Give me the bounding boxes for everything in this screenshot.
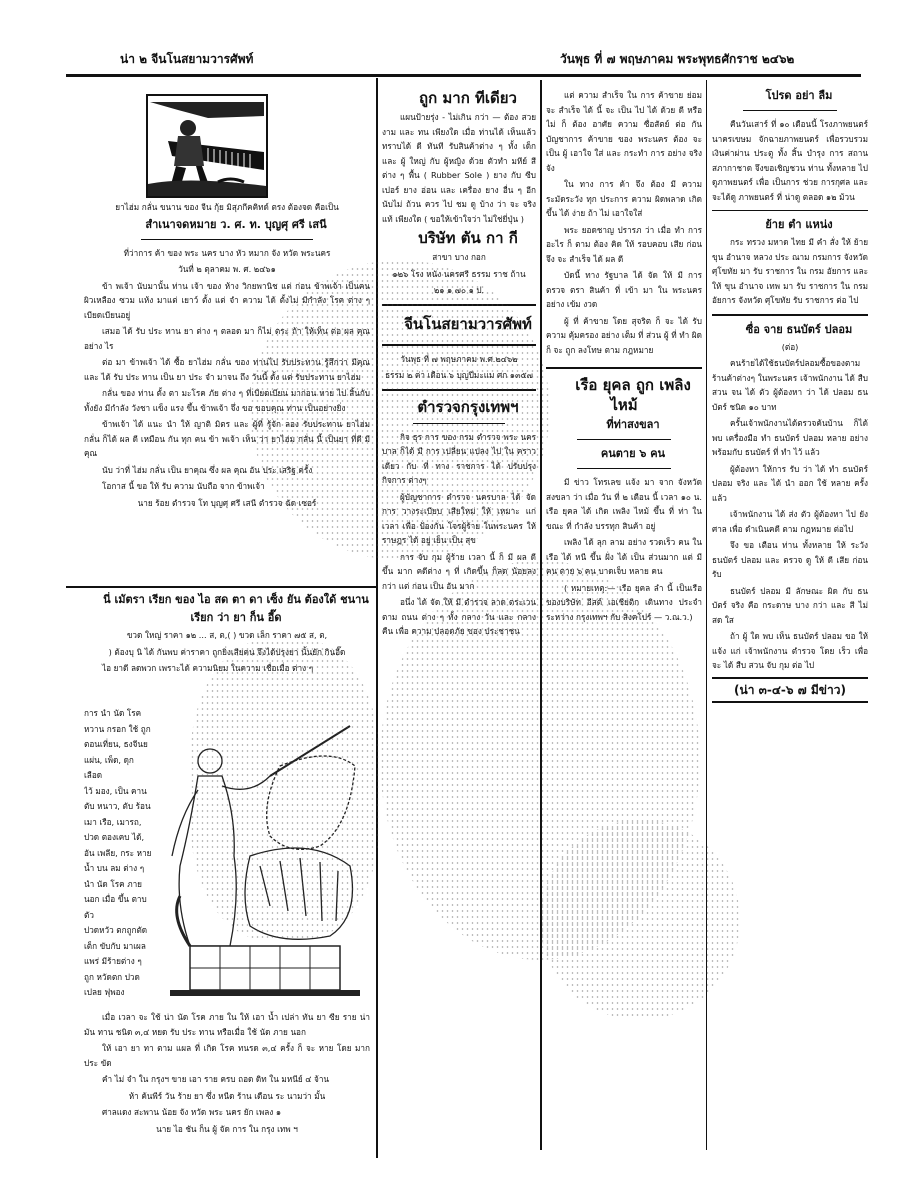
medicine-ad-subtitle: เรียก ว่า ยา ก็น อี๊ด bbox=[190, 611, 282, 624]
figure-and-tiger-icon bbox=[150, 706, 370, 1006]
letter-paragraph: นับ ว่าที่ ไฮ่ม กลั่น เป็น ยาคุณ ซึ่ง ผล คุณ อัน ประ เสริฐ ครั้ง bbox=[102, 464, 313, 475]
letter-paragraph: ข้าพเจ้า ได้ แนะ นำ ให้ ญาติ มิตร และ ผู้ที่ รู้จัก ลอง รับประทาน ยาไฮ่ม กลั่น ก็ได้ ผล ดี เหมือน กัน ทุก คน ข้า พเจ้า เห็น ว่า ยาไฮ่ม กลั่น นี้ เป็นยา ที่ดี มี คุณ bbox=[84, 419, 370, 458]
divider bbox=[141, 239, 313, 240]
divider bbox=[577, 439, 671, 440]
column-3 bbox=[546, 88, 702, 1148]
usage-paragraph: ห้า ค้นพีร์ วัน ร้าย ยา ซึ่ง หนีด ร้าน เดือน ระ นามว่า มั้น bbox=[128, 1090, 326, 1101]
column-1-top bbox=[84, 200, 370, 580]
ailment-list bbox=[84, 706, 154, 1006]
article-paragraph: ผู้ ที่ ค้าขาย โดย สุจริต ก็ จะ ได้ รับ ความ คุ้มครอง อย่าง เต็ม ที่ ส่วน ผู้ ที่ ทำ ผิด ก็ จะ ถูก ลงโทษ ตาม กฎหมาย bbox=[546, 315, 702, 355]
divider bbox=[413, 423, 505, 424]
column-rule-2 bbox=[540, 80, 542, 1150]
ailment-item: เมา เรือ, เมารถ, bbox=[84, 816, 142, 827]
ailment-item: น้ำ บน ลม ต่าง ๆ bbox=[84, 863, 145, 873]
ailment-item: เปลย ฟุพอง bbox=[84, 987, 125, 997]
ailment-item: เต็ก ขับกับ มาเผล bbox=[84, 940, 146, 951]
section-divider bbox=[66, 586, 376, 588]
letter-paragraph: ต่อ มา ข้าพเจ้า ได้ ซื้อ ยาไฮ่ม กลั่น ของ ท่านไป รับประทาน รู้สึกว่า มีคุณ และ ได้ รับ ประ ทาน เป็น ยา ประ จำ มาจน ถึง วันนี้ ตั้ง แต่ รับประทาน ยาไฮ่ม bbox=[84, 357, 370, 382]
usage-paragraph: เมื่อ เวลา จะ ใช้ น่า นัด โรค ภาย ใน ให้ เอา น้ำ เปล่า ทัน ยา ซีย ราย น่า มัน ทาน ชนิด ๓,๔ หยด รับ ประ ทาน หรือเมื่อ ใช้ นัด ภาย นอก bbox=[84, 1012, 370, 1037]
police-paragraph: กิจ ธุร การ ของ กรม ตำรวจ พระ นคร บาล ก็ได้ มี การ เปลี่ยน แปลง ไป ใน คราว เดียว กับ ที่ ทาง ราชการ ได้ ปรับปรุง กิจการ ต่างๆ bbox=[382, 431, 536, 485]
police-section-title: ตำรวจกรุงเทพฯ bbox=[417, 397, 519, 416]
divider bbox=[712, 314, 868, 316]
counterfeit-paragraph: จึง ขอ เตือน ท่าน ทั้งหลาย ให้ ระวัง ธนบัตร์ ปลอม และ ตรวจ ดู ให้ ดี เสีย ก่อน รับ bbox=[712, 540, 868, 579]
column-1-ad bbox=[84, 592, 370, 702]
fire-news-casualties: คนตาย ๖ คน bbox=[600, 447, 666, 460]
column-4 bbox=[712, 88, 868, 1148]
medicine-prices: ขวด ใหญ่ ราคา ๑๒ ... ส, ต,( ) ขวด เล็ก ราคา ๗๕ ส, ต, bbox=[126, 630, 328, 640]
fire-news-location: ที่ท่าสงขลา bbox=[606, 418, 660, 431]
article-paragraph: ใน ทาง การ ค้า จึง ต้อง มี ความ ระมัดระวัง ทุก ประการ ความ ผิดพลาด เกิด ขึ้น ได้ ง่าย ถ้า ไม่ เอาใจใส่ bbox=[546, 179, 702, 218]
counterfeit-paragraph: เจ้าพนักงาน ได้ ส่ง ตัว ผู้ต้องหา ไป ยัง ศาล เพื่อ ดำเนินคดี ตาม กฎหมาย ต่อไป bbox=[712, 509, 868, 534]
cannon-woodcut-illustration bbox=[146, 94, 268, 198]
column-2 bbox=[382, 88, 536, 1148]
newspaper-masthead: จีนโนสยามวารศัพท์ bbox=[404, 314, 532, 333]
ailment-item: แพร่ มีร้ายต่าง ๆ bbox=[84, 956, 142, 966]
medicine-ad-intro: ไอ ยาดี ลดพวก เพราะได้ ความนิยม ในความ เชื่อเมื่อ ต่าง ๆ bbox=[102, 663, 314, 673]
ailment-item: การ นำ นัด โรค bbox=[84, 708, 142, 718]
rubber-ad-body: แผนป้ายรุ่ง - ไม่เกิน กว่า — ต้อง สวย งาม และ ทน เพียงใด เมื่อ ท่านได้ เห็นแล้วทราบได้ ดี ทันที รับสินค้าต่าง ๆ ทั้ง เด็ก และ ผู้ ใหญ่ กับ ผู้หญิง ด้วย ตัวทำ มหีย์ สีต่าง ๆ พื้น ( Rubber Sole ) ยาง กับ ซีบเปอร์ ยาง อ่อน และ เครื่อง ยาง อื่น ๆ อีก นับไม่ ถ้วน ควร ไป ชม ดู บ้าง ว่า จะ จริง แท้ เพียงใด ( ขอให้เข้าใจว่า ไม่ใช่ยี่ปุ่น ) bbox=[382, 112, 536, 224]
rubber-ad-title: ถูก มาก ทีเดียว bbox=[419, 89, 517, 107]
counterfeit-paragraph: ครั้นเจ้าพนักงานได้ตรวจค้นบ้าน ก็ได้ พบ เครื่องมือ ทำ ธนบัตร์ ปลอม หลาย อย่าง พร้อมกับ ธนบัตร์ ที่ ทำ ไว้ แล้ว bbox=[712, 418, 868, 457]
medicine-prices-note: ) ต้องบุ นิ ได้ กันพบ ค่าราคา ถูกยิ่งเสียคน จึงได้ปรุงยา นั้นยัก กินอี๊ด bbox=[108, 646, 346, 657]
continued-label: (ต่อ) bbox=[781, 341, 799, 352]
ad-intro-text: ยาไฮ่ม กลั่น ขนาน ของ จีน กุ้ย มิสุภกีคคิทด์ ตรง ต้องจด คือเป็น bbox=[115, 202, 339, 212]
counterfeit-title: ซื่อ จาย ธนบัตร์ ปลอม bbox=[745, 322, 853, 336]
fire-news-note: ( หมายเหตุ:— เรือ ยุคล ลำ นี้ เป็นเรือ ของบริษัท อีสต์ เอเชียติก เดินทาง ประจำ ระหว่าง กรุงเทพฯ กับ สิงคโปร์ — ว.ณ.ว.) bbox=[546, 582, 702, 622]
ailment-item: อัน เพลีย, กระ หาย bbox=[84, 847, 152, 858]
ailment-item: ปวดหวัว ตกถูกตัด bbox=[84, 925, 148, 935]
company-branch: สาขา บาง กอก bbox=[432, 252, 486, 262]
police-paragraph: ผู้บัญชาการ ตำรวจ นครบาล ได้ จัด การ วางระเบียบ เสียใหม่ ให้ เหมาะ แก่ เวลา เพื่อ ป้องกัน โจรผู้ร้าย ในพระนคร ให้ ราษฎร ได้ อยู่ เย็น เป็น สุข bbox=[382, 491, 536, 545]
transfer-title: ย้าย ตำ แหน่ง bbox=[765, 218, 833, 231]
letter-signature: นาย ร้อย ตำรวจ โท บุญศุ ศรี เสนี ตำรวจ ฉัด เซอร์ bbox=[137, 497, 317, 508]
divider bbox=[577, 468, 671, 469]
copy-letter-title: สำเนาจดหมาย ว. ศ. ท. บุญศุ ศรี เสนี bbox=[145, 217, 327, 231]
medicine-ad-title: นี่ เมัตรา เรียก ของ ไอ สด ตา ดา เซ็ง ยัน ต้องใด้ ชนาน bbox=[103, 593, 369, 606]
ailment-item: นอก เมื่อ ขึ้น ตาบตัว bbox=[84, 894, 147, 920]
divider bbox=[743, 110, 837, 111]
company-name: บริษัท ตัน กา กี bbox=[418, 229, 518, 247]
ailment-item: ไว้ มอง, เป็น คาน bbox=[84, 785, 147, 796]
police-paragraph: การ จับ กุม ผู้ร้าย เวลา นี้ ก็ มี ผล ดี ขึ้น มาก คดีต่าง ๆ ที่ เกิดขึ้น ก็ลด น้อยลง กว่า แต่ ก่อน เป็น อัน มาก bbox=[382, 551, 536, 591]
letter-paragraph: เสมอ ได้ รับ ประ ทาน ยา ต่าง ๆ ตลอด มา ก็ไม่ ตระ ถ้า ให้เห็น ต่อ ผล คุณ อย่าง ไร bbox=[84, 326, 370, 351]
usage-paragraph: คำ ไม่ จำ ใน กรุงฯ ขาย เอา ราย ครบ ถอด ดิท ใน มหนีย์ ๔ จ้าน bbox=[102, 1074, 330, 1084]
counterfeit-paragraph: ธนบัตร์ ปลอม มี ลักษณะ ผิด กับ ธนบัตร์ จริง คือ กระดาษ บาง กว่า และ สี ไม่ สด ใส bbox=[712, 585, 868, 625]
ailment-item: ถูก หวัดตก ปวด bbox=[84, 971, 140, 982]
article-paragraph: แต่ ความ สำเร็จ ใน การ ค้าขาย ย่อม จะ สำเร็จ ได้ นี้ จะ เป็น ไป ได้ ด้วย ดี หรือ ไม่ ก็ ต้อง อาศัย ความ ซื่อสัตย์ ต่อ กัน บัญชาการ ค้าขาย ของ พระนคร ต้อง จะ เป็น ผู้ เอาใจ ใส่ และ กระทำ การ อย่าง จริง จัง bbox=[546, 90, 702, 173]
ailment-item: ตอนเที่ยน, ธงจีนย bbox=[84, 739, 148, 749]
article-paragraph: บัดนี้ ทาง รัฐบาล ได้ จัด ให้ มี การ ตรวจ ตรา สินค้า ที่ เข้า มา ใน พระนคร อย่าง เข้ม งวด bbox=[546, 270, 702, 309]
letter-paragraph: ข้า พเจ้า นับมานั้น ท่าน เจ้า ของ ห้าง วิกยพานิช แต่ ก่อน ข้าพเจ้า เป็นคน ผิวเหลือง ซวม แห้ง มาแต่ เยาว์ ตั้ง แต่ จำ ความ ได้ ตั้งไม่ มีกำลัง โรค ต่าง ๆ เบียดเบียนอยู่ bbox=[84, 280, 370, 320]
fire-news-paragraph: มี ข่าว โทรเลข แจ้ง มา จาก จังหวัด สงขลา ว่า เมื่อ วัน ที่ ๒ เดือน นี้ เวลา ๑๐ น. เรือ ยุคล ได้ เกิด เพลิง ไหม้ ขึ้น ที่ ท่า ใน ขณะ ที่ กำลัง บรรทุก สินค้า อยู่ bbox=[546, 477, 702, 531]
letter-paragraph: โอกาส นี้ ขอ ให้ รับ ความ นับถือ จาก ข้าพเจ้า bbox=[102, 481, 265, 491]
ailment-item: นำ นัด โรค ภาย bbox=[84, 878, 142, 889]
masthead-box bbox=[382, 304, 536, 346]
agent-signature: นาย ไอ ชัน ก็น ผู้ จัด การ ใน กรุง เทพ ฯ bbox=[156, 1123, 298, 1134]
letter-address: ที่ว่าการ ค้า ของ พระ นคร บาง หัว หมาก จัง หวัด พระนคร bbox=[123, 247, 331, 258]
counterfeit-paragraph: ถ้า ผู้ ใด พบ เห็น ธนบัตร์ ปลอม ขอ ให้ แจ้ง แก่ เจ้าพนักงาน ตำรวจ โดย เร็ว เพื่อ จะ ได้ สืบ สวน จับ กุม ต่อ ไป bbox=[712, 631, 868, 670]
reminder-body: คืนวันเสาร์ ที่ ๑๐ เดือนนี้ โรงภาพยนตร์ นาครเขษม จักฉายภาพยนตร์ เพื่อรวบรวม เงินค่าผ่าน ประตู ทั้ง สิ้น บำรุง การ สถาน สภากาชาด จึงขอเชิญชวน ท่าน ทั้งหลาย ไป ดูภาพยนตร์ เพื่อ เป็นการ ช่วย การกุศล และ จะได้ดู ภาพยนตร์ ที่ น่าดู ตลอด ๑๒ ม้วน bbox=[712, 119, 868, 202]
fire-news-paragraph: เพลิง ได้ ลุก ลาม อย่าง รวดเร็ว คน ใน เรือ ได้ หนี ขึ้น ฝั่ง ได้ เป็น ส่วนมาก แต่ มี คน ตาย ๖ คน บาดเจ็บ หลาย คน bbox=[546, 537, 702, 576]
ailment-item: แผ่น, เพ็ด, ดุก เลือด bbox=[84, 754, 134, 780]
issue-date: วันพุธ ที่ ๗ พฤษภาคม พ.ศ.๒๔๖๒ bbox=[400, 353, 518, 364]
reminder-title: โปรด อย่า ลืม bbox=[765, 89, 833, 102]
usage-paragraph: ศาลแดง สะพาน น้อย จัง หวัด พระ นคร ยัก เพลง ๑ bbox=[102, 1107, 282, 1117]
divider bbox=[546, 367, 702, 369]
counterfeit-paragraph: คนร้ายได้ใช้ธนบัตร์ปลอมซื้อของตามร้านค้าต่างๆ ในพระนคร เจ้าพนักงาน ได้ สืบ สวน จน ได้ ตัว ผู้ต้องหา ว่า ได้ ปลอม ธนบัตร์ ชนิด ๑๐ บาท bbox=[712, 358, 868, 412]
counterfeit-paragraph: ผู้ต้องหา ให้การ รับ ว่า ได้ ทำ ธนบัตร์ ปลอม จริง และ ได้ นำ ออก ใช้ หลาย ครั้ง แล้ว bbox=[712, 463, 868, 503]
ailment-item: ปวด ตองเคบ ได้, bbox=[84, 832, 145, 842]
column-rule-1 bbox=[376, 78, 378, 1158]
ailment-item: หวาน กรอก ใช้ ถูก bbox=[84, 723, 151, 734]
page-continuation-ref: (น่า ๓-๔-๖ ๗ มีข่าว) bbox=[712, 677, 868, 704]
ailment-item: ตับ หนาว, ตับ ร้อน bbox=[84, 801, 151, 811]
fire-news-headline: เรือ ยุคล ถูก เพลิง ไหม้ bbox=[575, 376, 691, 414]
divider bbox=[712, 210, 868, 211]
transfer-body: กระ ทรวง มหาด ไทย มี คำ สั่ง ให้ ย้าย ขุน อำนาจ หลวง ประ ณาม กรมการ จังหวัด ศุโขทัย มา รับ ราชการ ใน กรม อัยการ และ ให้ ขุน อำนาจ เทพ มา รับ ราชการ ใน กรม อัยการ จังหวัด ศุโขทัย รับ ราชการ ต่อ ไป bbox=[712, 237, 868, 305]
column-rule-3 bbox=[706, 80, 707, 1150]
company-address: ๑๒๖ โรง หนัง นครศรี ธรรม ราช ถ้าน bbox=[392, 268, 526, 279]
column-1-bottom bbox=[84, 1010, 370, 1150]
usage-paragraph: ให้ เอา ยา ทา ตาม แผล ที่ เกิด โรค ทนรด ๓,๔ ครั้ง ก็ จะ หาย โดย มาก ประ ขัด bbox=[84, 1043, 370, 1068]
running-header-date: วันพุธ ที่ ๗ พฤษภาคม พระพุทธศักราช ๒๔๖๒ bbox=[560, 52, 795, 66]
letter-date: วันที่ ๒ ตุลาคม พ. ศ. ๒๔๖๑ bbox=[178, 264, 276, 274]
running-header-left: น่า ๒ จีนโนสยามวารศัพท์ bbox=[120, 52, 254, 66]
police-paragraph: อนึ่ง ได้ จัด ให้ มี ตำรวจ ลาด ตระเวน ตาม ถนน ต่าง ๆ ทั้ง กลาง วัน และ กลาง คืน เพื่อ ความ ปลอดภัย ของ ประชาชน bbox=[382, 597, 536, 636]
letter-paragraph: กลั่น ของ ท่าน ตั้ง ตา มะโรค ภัย ต่าง ๆ ที่เบียดเบียน มาก่อน หาย ไป สิ้นกับ ทั้งยัง มีกำลัง วังชา แข็ง แรง ขึ้น ข้าพเจ้า จึ่ง ขอ ขอบคุณ ท่าน เป็นอย่างยิ่ง bbox=[84, 388, 370, 413]
article-paragraph: พระ ยอดชาญ ปรารภ ว่า เมื่อ ทำ การ อะไร ก็ ตาม ต้อง คิด ให้ รอบคอบ เสีย ก่อน จึง จะ สำเร็จ ได้ ผล ดี bbox=[546, 224, 702, 264]
divider bbox=[382, 389, 536, 391]
woman-with-tiger-illustration bbox=[150, 706, 370, 1006]
header-rule bbox=[66, 74, 861, 77]
company-phone: ๒๑ ๑ ๗๐ ๑ ป. bbox=[433, 285, 485, 295]
issue-number: ธรรม ๒ ค่า เดือน ๖ บุญปีมะแม ศก ๑๓๕๗ bbox=[385, 370, 533, 380]
soldier-with-cannon-icon bbox=[148, 96, 266, 196]
